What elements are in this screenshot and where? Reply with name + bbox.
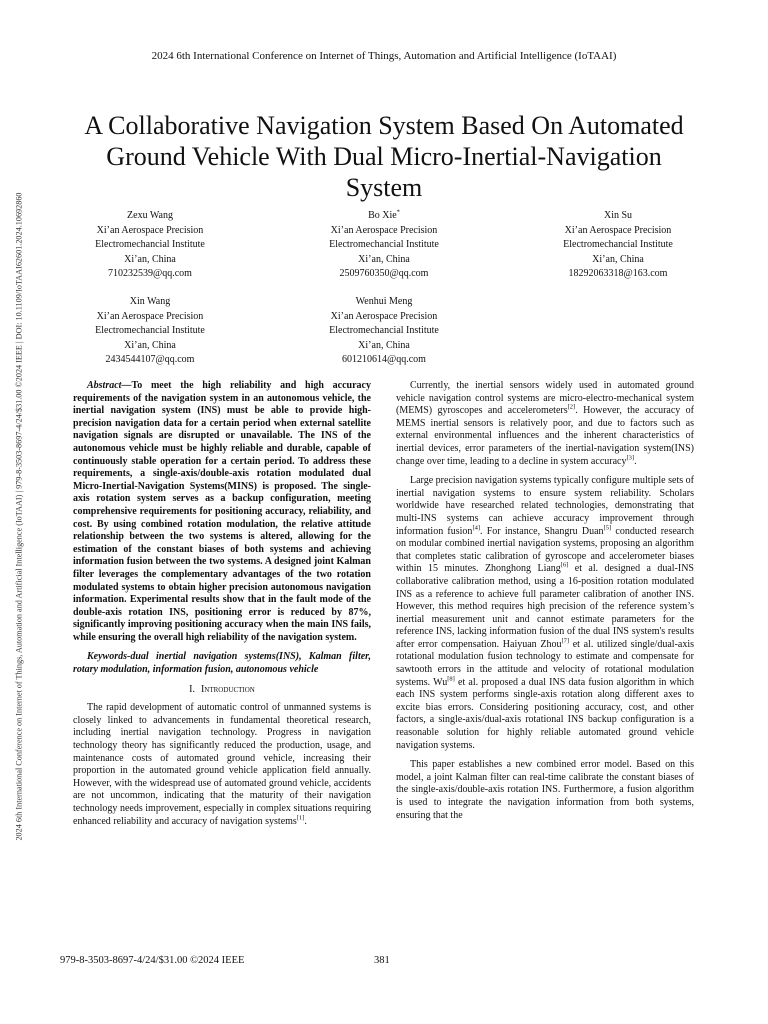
paragraph-text: . bbox=[634, 455, 637, 467]
citation: [6] bbox=[560, 561, 569, 569]
author-affiliation: Electromechancial Institute bbox=[95, 325, 205, 336]
intro-paragraph bbox=[73, 702, 371, 828]
author-email: 601210614@qq.com bbox=[342, 354, 426, 365]
paper-title: A Collaborative Navigation System Based On Automated Ground Vehicle With Dual Micro-Inertial-Navigation System bbox=[84, 111, 684, 202]
side-doi-note: 2024 6th International Conference on Internet of Things, Automation and Artificial Intelligence (IoTAAI) | 979-8-3503-8697-4/24/$31.00 ©2024 IEEE | DOI: 10.1109/IoTAAI62601.2024.10692860 bbox=[14, 192, 24, 841]
keywords: Keywords-dual inertial navigation systems(INS), Kalman filter, rotary modulation, information fusion, autonomous vehicle bbox=[73, 651, 371, 676]
author-city: Xi’an, China bbox=[358, 339, 410, 351]
abstract-text: To meet the high reliability and high accuracy requirements of the navigation system in an autonomous vehicle, the inertial navigation system (INS) must be able to provide high-precision navigation data for a certain period when external satellite navigation signals are disrupted or unavailable. The INS of the autonomous vehicle must be highly reliable and durable, capable of continuously stable operation for a certain period. To address these requirements, a single-axis/double-axis rotation modulated dual Micro-Inertial-Navigation Systems(MINS) is proposed. The single-axis rotation system serves as a backup configuration, meeting comprehensive requirements for positioning accuracy, reliability, and cost. By using combined rotation modulation, the relative attitude relationship between the two systems is altered, allowing for the estimation of the constant biases of both systems and achieving information fusion between the two systems. A designed joint Kalman filter leverages the complementary advantages of the two rotation modulated systems to obtain higher precision autonomous navigation information. Experimental results show that in the fault mode of the double-axis rotation INS, positioning error is reduced by 87%, significantly improving positioning accuracy when the main INS fails, while ensuring the overall high reliability of the navigation system. bbox=[73, 380, 371, 643]
author-name: Xin Wang bbox=[129, 296, 171, 307]
section-heading-introduction bbox=[73, 684, 371, 697]
paragraph-text: Large precision navigation systems typically configure multiple sets of inertial navigation systems to ensure system reliability. Scholars worldwide have researched related technologies, demonstrating that multi-INS systems can achieve accuracy improvement through information fusion bbox=[396, 475, 694, 537]
author-affiliation: Xi’an Aerospace Precision bbox=[564, 224, 672, 236]
paragraph-text: The rapid development of automatic control of unmanned systems is closely linked to advancements in fundamental theoretical research, including inertial navigation technology. Progress in navigation technology theory has significantly reduced the production, usage, and maintenance costs of automated ground vehicle, increasing their proportion in the automated ground vehicle application field annually. However, with the widespread use of automated ground vehicle, accidents are not uncommon, indicating that the maturity of their navigation technology needs improvement, especially in complex situations requiring enhanced reliability and accuracy of navigation systems bbox=[73, 702, 371, 827]
author-affiliation: Xi’an Aerospace Precision bbox=[96, 224, 204, 236]
citation: [2] bbox=[567, 403, 576, 411]
author-block bbox=[518, 209, 718, 282]
author-block bbox=[50, 295, 250, 368]
page-number: 381 bbox=[374, 955, 390, 966]
author-city: Xi’an, China bbox=[358, 253, 410, 265]
section-title: Introduction bbox=[200, 683, 255, 695]
author-affiliation: Xi’an Aerospace Precision bbox=[330, 310, 438, 322]
paragraph-text: et al. utilized single/dual-axis rotational modulation fusion technology to estimate and compensate for sawtooth errors in the attitude and velocity of rotational modulation systems. Wu bbox=[396, 638, 694, 688]
author-affiliation: Electromechancial Institute bbox=[329, 325, 439, 336]
paragraph-text: Currently, the inertial sensors widely used in automated ground vehicle navigation control systems are micro-electro-mechanical system (MEMS) gyroscopes and accelerometers bbox=[396, 380, 694, 417]
author-email: 2509760350@qq.com bbox=[339, 268, 429, 279]
conference-header: 2024 6th International Conference on Internet of Things, Automation and Artificial Intelligence (IoTAAI) bbox=[151, 50, 617, 62]
abstract-label: Abstract— bbox=[87, 380, 132, 391]
paragraph-text: . However, the accuracy of MEMS inertial sensors is relatively poor, and due to factors such as external environmental influences and the inherent characteristics of inertial devices, error parameters of the inertial-navigation system(INS) change over time, leading to a decline in system accuracy bbox=[396, 405, 694, 467]
author-affiliation: Xi’an Aerospace Precision bbox=[96, 310, 204, 322]
author-affiliation: Electromechancial Institute bbox=[95, 239, 205, 250]
footer-isbn: 979-8-3503-8697-4/24/$31.00 ©2024 IEEE bbox=[60, 955, 245, 966]
corresponding-mark: * bbox=[396, 208, 400, 216]
author-name: Bo Xie bbox=[368, 210, 397, 221]
paragraph-text: . bbox=[304, 815, 307, 827]
author-name: Wenhui Meng bbox=[355, 296, 413, 307]
author-email: 18292063318@163.com bbox=[568, 268, 668, 279]
author-affiliation: Xi’an Aerospace Precision bbox=[330, 224, 438, 236]
body-paragraph: This paper establishes a new combined error model. Based on this model, a joint Kalman filter can real-time calibrate the constant biases of the single-axis/double-axis rotation INS. Furthermore, a fusion algorithm is used to integrate the navigation information from both systems, ensuring that the bbox=[396, 759, 694, 821]
citation: [1] bbox=[296, 814, 305, 822]
body-paragraph bbox=[396, 475, 694, 752]
citation: [7] bbox=[561, 637, 570, 645]
abstract bbox=[73, 380, 371, 644]
citation: [4] bbox=[472, 524, 481, 532]
author-affiliation: Electromechancial Institute bbox=[563, 239, 673, 250]
citation: [8] bbox=[447, 675, 455, 683]
author-email: 2434544107@qq.com bbox=[105, 354, 195, 365]
citation: [3] bbox=[626, 454, 635, 462]
author-city: Xi’an, China bbox=[124, 339, 176, 351]
author-block bbox=[50, 209, 250, 282]
paragraph-text: conducted research on modular combined inertial navigation systems, proposing an algorithm that completes static calibration of gyroscope and accelerometer biases within 15 minutes. Zhonghong Liang bbox=[396, 525, 694, 575]
author-city: Xi’an, China bbox=[124, 253, 176, 265]
author-block bbox=[284, 209, 484, 282]
paragraph-text: et al. designed a dual-INS collaborative calibration method, using a 16-position rotation modulated INS as a reference to achieve full parameter calibration of another INS. However, this method requires high precision of the reference system’s inertial measurement unit and cannot estimate parameters for the reference INS, lacking information fusion of the dual INS system's results after error compensation. Haiyuan Zhou bbox=[396, 563, 694, 650]
author-city: Xi’an, China bbox=[592, 253, 644, 265]
paragraph-text: . For instance, Shangru Duan bbox=[480, 525, 604, 537]
author-name: Zexu Wang bbox=[127, 210, 173, 221]
right-column bbox=[396, 380, 694, 829]
author-email: 710232539@qq.com bbox=[108, 268, 192, 279]
author-block bbox=[284, 295, 484, 368]
left-column bbox=[73, 380, 371, 835]
author-name: Xin Su bbox=[603, 210, 633, 221]
author-affiliation: Electromechancial Institute bbox=[329, 239, 439, 250]
section-number: I. bbox=[189, 683, 195, 695]
paragraph-text: et al. proposed a dual INS data fusion algorithm in which each INS system performs single-axis rotation along different axes to excite bias errors. Considering positioning accuracy, cost, and other factors, a single-axis/dual-axis rotational INS backup configuration is a reasonable solution for highly reliable automated ground vehicle navigation systems. bbox=[396, 676, 694, 751]
citation: [5] bbox=[603, 524, 612, 532]
body-paragraph bbox=[396, 380, 694, 468]
